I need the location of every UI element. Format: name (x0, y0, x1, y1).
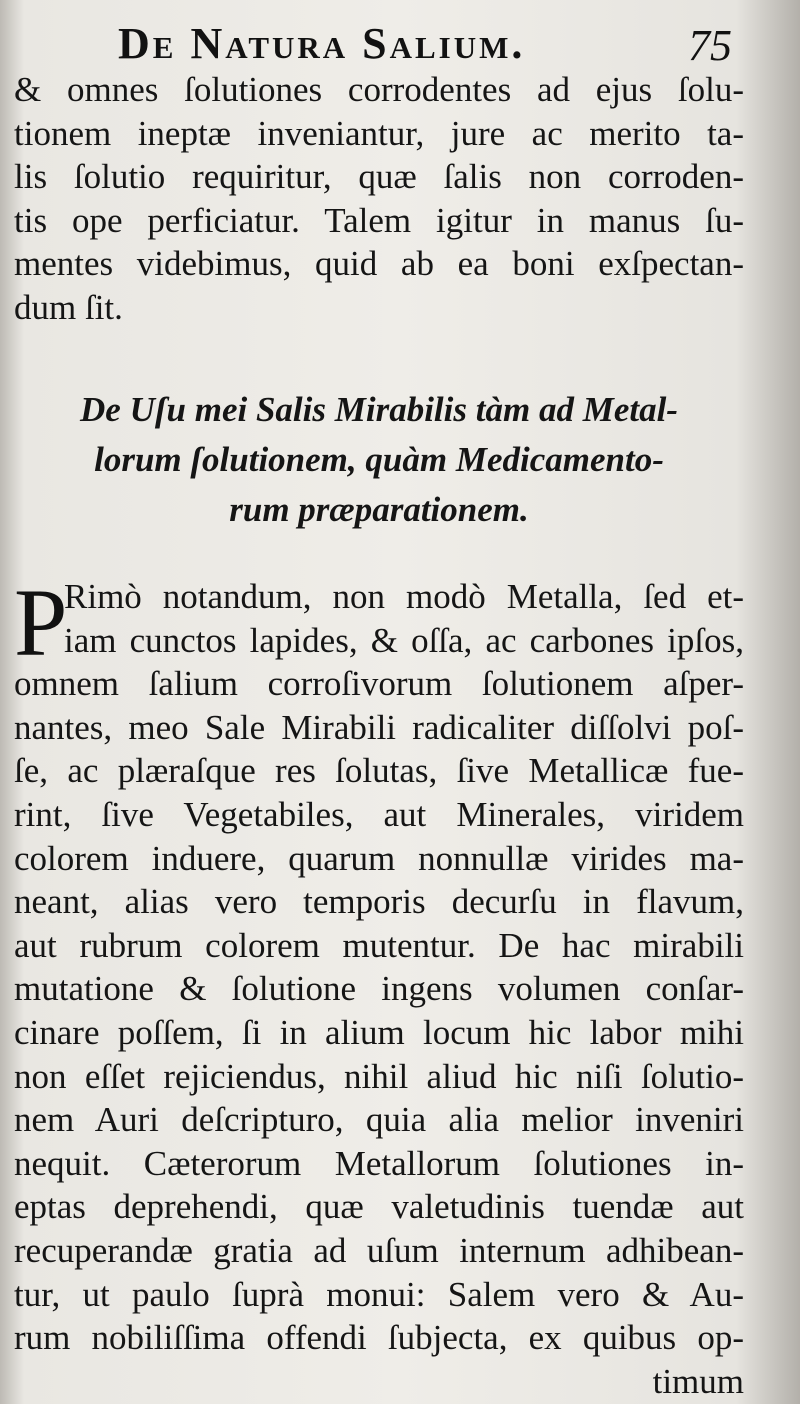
text-line: eptas deprehendi, quæ valetudinis tuendæ aut (14, 1187, 744, 1227)
text-line: nequit. Cæterorum Metallorum ſolutiones in- (14, 1143, 744, 1183)
text-line: rint, ſive Vegetabiles, aut Minerales, viridem (14, 794, 744, 834)
section-heading (14, 385, 744, 535)
page-header (0, 14, 800, 74)
text-line: tur, ut paulo ſuprà monui: Salem vero & Au- (14, 1274, 744, 1314)
page-number: 75 (688, 21, 732, 70)
text-line: omnem ſalium corroſivorum ſolutionem aſper- (14, 664, 744, 704)
heading-line: De Uſu mei Salis Mirabilis tàm ad Metal- (80, 390, 678, 429)
text-line: Rimò notandum, non modò Metalla, ſed et- (64, 577, 744, 616)
text-line: aut rubrum colorem mutentur. De hac mirabili (14, 925, 744, 965)
intro-paragraph (14, 68, 744, 330)
running-title: De Natura Salium. (118, 19, 526, 68)
text-line: nantes, meo Sale Mirabili radicaliter diſſolvi poſ- (14, 707, 744, 747)
text-line: nem Auri deſcripturo, quia alia melior inveniri (14, 1100, 744, 1140)
text-line: iam cunctos lapides, & oſſa, ac carbones ipſos, (64, 620, 744, 660)
text-line: rum nobiliſſima offendi ſubjecta, ex quibus op- (14, 1318, 744, 1358)
text-line: recuperandæ gratia ad uſum internum adhibean- (14, 1230, 744, 1270)
text-line: non eſſet rejiciendus, nihil aliud hic niſi ſolutio- (14, 1056, 744, 1096)
text-line: colorem induere, quarum nonnullæ virides ma- (14, 838, 744, 878)
text-line: neant, alias vero temporis decurſu in flavum, (14, 882, 744, 922)
heading-line: lorum ſolutionem, quàm Medicamento- (94, 440, 664, 479)
body-paragraph (14, 569, 744, 1403)
text-line: cinare poſſem, ſi in alium locum hic labor mihi (14, 1012, 744, 1052)
heading-line: rum præparationem. (229, 490, 529, 529)
text-line: mutatione & ſolutione ingens volumen conſar- (14, 969, 744, 1009)
text-line: & omnes ſolutiones corrodentes ad ejus ſolu- (14, 70, 744, 109)
text-line: mentes videbimus, quid ab ea boni exſpectan- (14, 244, 744, 284)
text-line: dum ſit. (14, 287, 123, 327)
drop-cap: P (14, 569, 68, 676)
text-line: lis ſolutio requiritur, quæ ſalis non corroden- (14, 157, 744, 197)
text-line: tis ope perficiatur. Talem igitur in manus ſu- (14, 200, 744, 240)
text-line: ſe, ac plæraſque res ſolutas, ſive Metallicæ fue- (14, 751, 744, 791)
catchword: timum (652, 1361, 744, 1401)
text-line: tionem ineptæ inveniantur, jure ac merito ta- (14, 113, 744, 153)
